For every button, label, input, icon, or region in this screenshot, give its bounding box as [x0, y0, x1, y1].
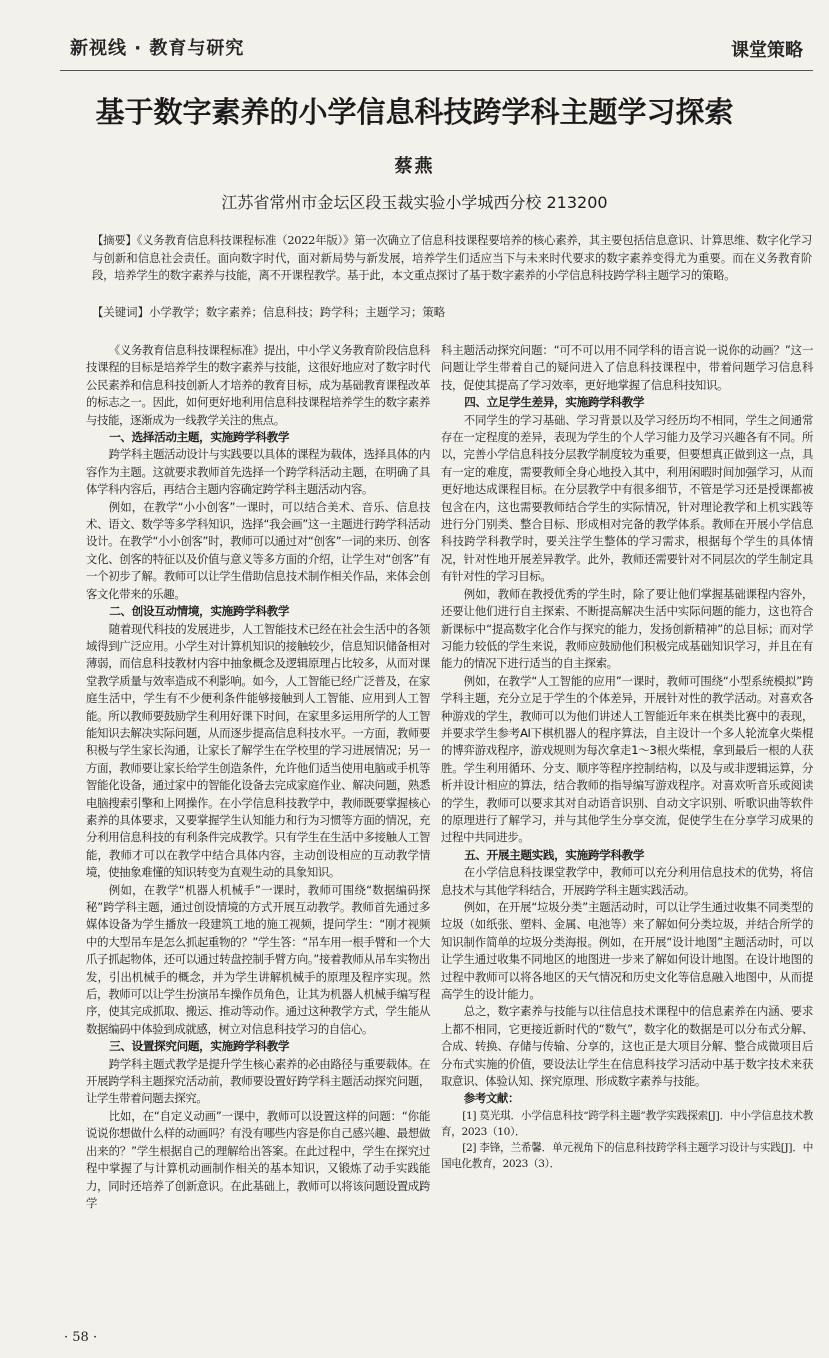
section-heading: 二、创设互动情境，实施跨学科教学 [109, 604, 290, 619]
header-section: 新视线 · 教育与研究 [70, 38, 245, 59]
paragraph: 随着现代科技的发展进步，人工智能技术已经在社会生活中的各领域得到广泛应用。小学生对计算机知识的接触较少，信息知识储备相对薄弱，而信息科技教材内容中抽象概念及逻辑原理占比较多，从而对课堂教学质量与效率造成不利影响。如今，人工智能已经广泛普及，在家庭生活中，学生有不少便利条件能够接触到人工智能、应用到人工智能。所以教师要鼓励学生利用好课下时间，在家里多运用所学的人工智能知识去解决实际问题，从而逐步提高信息科技水平。一方面，教师要积极与学生家长沟通，让家长了解学生在学校里的学习进展情况；另一方面，教师要让家长给学生创造条件，允许他们适当使用电脑或手机等智能化设备，通过家中的智能化设备去完成家庭作业、解决问题，熟悉电脑搜索引擎和上网操作。在小学信息科技教学中，教师既要掌握核心素养的具体要求，又要掌握学生认知能力和行为习惯等方面的情况，充分利用信息科技的有利条件完成教学。只有学生在生活中多接触人工智能，教师才可以在教学中结合具体内容，主动创设相应的互动教学情境，使抽象难懂的知识转变为直观生动的具象知识。 [86, 621, 430, 880]
paragraph: 例如，教师在教授优秀的学生时，除了要让他们掌握基础课程内容外，还要让他们进行自主探索、不断提高解决生活中实际问题的能力，这也符合新课标中“提高数字化合作与探究的能力，发扬创新精神”的总目标；而对学习能力较低的学生来说，教师应鼓励他们积极完成基础知识学习，并且在有能力的情况下进行适当的自主探索。 [441, 586, 813, 671]
paragraph: 例如，在开展“垃圾分类”主题活动时，可以让学生通过收集不同类型的垃圾（如纸张、塑料、金属、电池等）来了解如何分类垃圾，并结合所学的知识制作简单的垃圾分类海报。例如，在开展“设计地图”主题活动时，可以让学生通过收集不同地区的地图进一步来了解如何设计地图。在设计地图的过程中教师可以将各地区的天气情况和历史文化等信息融入地图中，从而提高学生的设计能力。 [441, 900, 813, 1002]
keywords: 【关键词】小学教学；数字素养；信息科技；跨学科；主题学习；策略 [92, 305, 446, 319]
paragraph: 跨学科主题活动设计与实践要以具体的课程为载体，选择具体的内容作为主题。这就要求教师首先选择一个跨学科活动主题，在明确了具体学科内容后，再结合主题内容确定跨学科主题活动内容。 [86, 447, 430, 497]
paragraph: 总之，数字素养与技能与以往信息技术课程中的信息素养在内涵、要求上都不相同，它更接近新时代的“数气”，数字化的数据是可以分布式分解、合成、转换、存储与传输、分享的，这也正是大项目分解、整合成微项目后分布式实施的价值，要设法让学生在信息科技学习活动中基于数字技术来获取意识、体验认知、探究原理、形成数字素养与技能。 [441, 1004, 813, 1089]
paragraph: 跨学科主题式教学是提升学生核心素养的必由路径与重要载体。在开展跨学科主题探究活动前，教师要设置好跨学科主题活动探究问题，让学生带着问题去探究。 [86, 1056, 430, 1106]
left-column [86, 342, 430, 1212]
page-number: · 58 · [64, 1330, 98, 1345]
reference-item: [2] 李锋，兰希馨．单元视角下的信息科技跨学科主题学习设计与实践[J]．中国电化教育，2023（3）． [441, 1142, 813, 1171]
reference-item: [1] 莫光琪．小学信息科技“跨学科主题”教学实践探索[J]．中小学信息技术教育，2023（10）． [441, 1109, 813, 1139]
abstract: 【摘要】《义务教育信息科技课程标准（2022年版）》第一次确立了信息科技课程要培养的核心素养，其主要包括信息意识、计算思维、数字化学习与创新和信息社会责任。面向数字时代，面对新局势与新发展，培养学生们适应当下与未来时代要求的数字素养变得尤为重要。而在义务教育阶段，培养学生的数字素养与技能，离不开课程教学。基于此，本文重点探讨了基于数字素养的小学信息科技跨学科主题学习的策略。 [92, 233, 812, 283]
references-title: 参考文献： [463, 1091, 520, 1106]
article-title: 基于数字素养的小学信息科技跨学科主题学习探索 [95, 95, 734, 129]
section-heading: 四、立足学生差异，实施跨学科教学 [464, 395, 645, 410]
article-affiliation: 江苏省常州市金坛区段玉裁实验小学城西分校 213200 [221, 193, 608, 212]
section-heading: 一、选择活动主题，实施跨学科教学 [109, 430, 290, 445]
header-column: 课堂策略 [731, 40, 803, 61]
article-author: 蔡燕 [394, 156, 435, 177]
paragraph: 例如，在教学“机器人机械手”一课时，教师可围绕“数据编码探秘”跨学科主题，通过创设情境的方式开展互动教学。教师首先通过多媒体设备为学生播放一段建筑工地的施工视频，提问学生：“刚才视频中的大型吊车是怎么抓起重物的？”学生答：“吊车用一根手臂和一个大爪子抓起物体，还可以通过转盘控制手臂方向。”接着教师从吊车实物出发，引出机械手的概念，并为学生讲解机械手的原理及程序实现。然后，教师可以让学生扮演吊车操作员角色，让其为机器人机械手编写程序，使其完成抓取、搬运、推动等动作。通过这种教学方式，学生能从数据编码中体验到成就感，树立对信息科技学习的自信心。 [86, 882, 430, 1036]
section-heading: 三、设置探究问题，实施跨学科教学 [109, 1039, 290, 1054]
paragraph: 例如，在教学“小小创客”一课时，可以结合美术、音乐、信息技术、语文、数学等多学科知识，选择“我会画”这一主题进行跨学科活动设计。在教学“小小创客”时，教师可以通过对“创客”一词的来历、创客文化、创客的特征以及价值与意义等多方面的介绍，让学生对“创客”有一个初步了解。教师可以让学生借助信息技术制作相关作品，来体会创客文化带来的乐趣。 [86, 499, 430, 601]
header-divider [60, 70, 813, 71]
paragraph: 在小学信息科技课堂教学中，教师可以充分利用信息技术的优势，将信息技术与其他学科结合，开展跨学科主题实践活动。 [441, 865, 813, 897]
paragraph: 不同学生的学习基础、学习背景以及学习经历均不相同，学生之间通常存在一定程度的差异，表现为学生的个人学习能力及学习兴趣各有不同。所以，完善小学信息科技分层教学制度较为重要，但要想真正做到这一点，具有一定的难度，需要教师全身心地投入其中，利用闲暇时间加强学习，从而更好地达成课程目标。在分层教学中有很多细节，不管是学习还是授课都被包含在内，这也需要教师结合学生的实际情况，针对理论教学和上机实践等进行分门别类、整合目标、形成相对完备的教学体系。教师在开展小学信息科技跨学科教学时，要关注学生整体的学习需求，根据每个学生的具体情况，针对性地开展差异教学。此外，教师还需要针对不同层次的学生制定具有针对性的学习目标。 [441, 412, 813, 584]
paragraph: 例如，在教学“人工智能的应用”一课时，教师可围绕“小型系统模拟”跨学科主题，充分立足于学生的个体差异，开展针对性的教学活动。对喜欢各种游戏的学生，教师可以为他们讲述人工智能近年来在棋类比赛中的表现，并要求学生参考AI下棋机器人的程序算法，自主设计一个多人轮流拿火柴棍的博弈游戏程序，游戏规则为每次拿走1～3根火柴棍，拿到最后一根的人获胜。学生利用循环、分支、顺序等程序控制结构，以及与或非逻辑运算，分析并设计相应的算法，结合教师的指导编写游戏程序。对喜欢听音乐或阅读的学生，教师可以要求其对自动语音识别、自动文字识别、听歌识曲等软件的原理进行了解学习，并与其他学生分享交流，促使学生在分享学习成果的过程中共同进步。 [441, 673, 813, 845]
section-heading: 五、开展主题实践，实施跨学科教学 [464, 847, 645, 862]
paragraph: 《义务教育信息科技课程标准》提出，中小学义务教育阶段信息科技课程的目标是培养学生的数字素养与技能，这很好地应对了数字时代公民素养和信息科技创新人才培养的教育目标，成为基础教育课程改革的标志之一。因此，如何更好地利用信息科技课程培养学生的数字素养与技能，逐渐成为一线教学关注的焦点。 [86, 343, 430, 427]
right-column [441, 342, 813, 1173]
paragraph-continued: 科主题活动探究问题：“可不可以用不同学科的语言说一说你的动画？”这一问题让学生带着自己的疑问进入了信息科技课程中，带着问题学习信息科技，促使其提高了学习效率，更好地掌握了信息科技知识。 [441, 343, 813, 392]
paragraph: 比如，在“自定义动画”一课中，教师可以设置这样的问题：“你能说说你想做什么样的动画吗？有没有哪些内容是你自己感兴趣、最想做出来的？”学生根据自己的理解给出答案。在此过程中，学生在探究过程中掌握了与计算机动画制作相关的基本知识，又锻炼了动手实践能力，同时还培养了创新意识。在此基础上，教师可以将该问题设置成跨学 [86, 1108, 430, 1210]
